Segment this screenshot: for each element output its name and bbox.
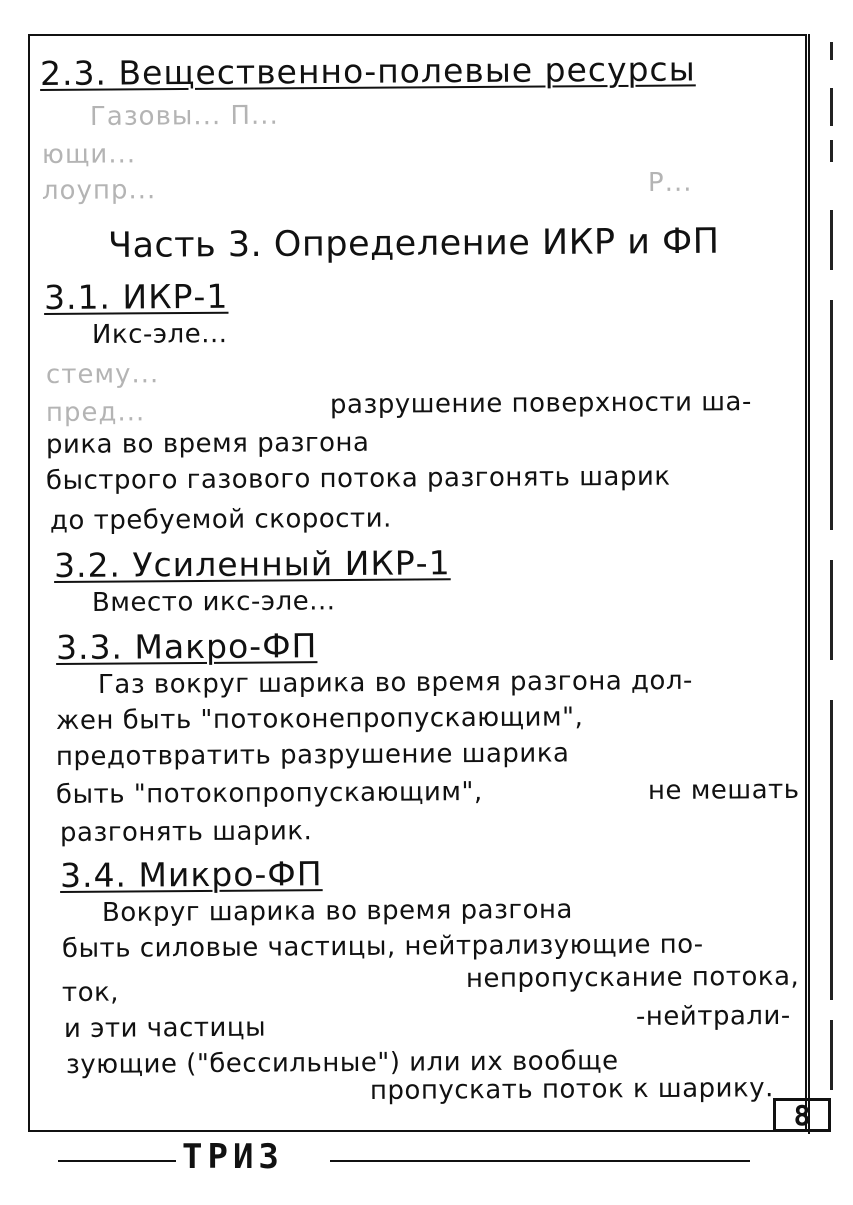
section-2-3-heading	[40, 49, 696, 93]
section-3-3-heading	[56, 626, 318, 667]
section-2-3-fragment: Р...	[647, 167, 693, 198]
section-3-3-line-4b: не мешать	[647, 774, 800, 806]
footer-logo: ТРИЗ	[182, 1137, 284, 1177]
section-3-4-heading	[60, 854, 323, 895]
section-3-1-line-3b: разрушение поверхности ша-	[329, 387, 752, 420]
section-2-3-line-2: ющи...	[41, 139, 137, 170]
edge-tick	[830, 1020, 833, 1090]
footer-rule-right	[330, 1160, 750, 1162]
section-3-1-line-3: пред...	[45, 397, 146, 428]
section-3-4-line-4: и эти частицы	[63, 1012, 267, 1044]
section-heading-text: 3.3. Макро-ФП	[55, 626, 318, 667]
footer-rule-left	[58, 1160, 176, 1162]
section-heading-text: 3.1. ИКР-1	[43, 276, 229, 317]
section-3-1-line-1: Икс-эле...	[91, 319, 228, 350]
section-3-1-line-5: быстрого газового потока разгонять шарик	[45, 461, 671, 496]
edge-tick	[830, 88, 833, 126]
part-3-title: Часть 3. Определение ИКР и ФП	[107, 221, 720, 266]
section-3-1-line-4: рика во время разгона	[45, 427, 370, 460]
section-heading-text: 3.2. Усиленный ИКР-1	[53, 543, 451, 585]
section-3-3-line-2: жен быть "потоконепропускающим",	[55, 702, 584, 736]
edge-tick	[830, 42, 833, 60]
page-number-badge: 8	[773, 1098, 831, 1132]
section-3-4-line-6: пропускать поток к шарику.	[369, 1073, 774, 1106]
section-3-4-line-5: зующие ("бессильные") или их вообще	[65, 1046, 619, 1080]
edge-tick	[830, 560, 833, 660]
edge-tick	[830, 300, 833, 530]
section-3-4-line-4b: -нейтрали-	[635, 1000, 791, 1032]
section-3-3-line-4: быть "потокопропускающим",	[55, 777, 483, 810]
edge-tick	[830, 700, 833, 1000]
section-3-3-line-1: Газ вокруг шарика во время разгона дол-	[97, 665, 693, 700]
section-3-2-heading	[54, 543, 451, 585]
section-3-4-line-1: Вокруг шарика во время разгона	[101, 894, 573, 928]
section-2-3-line-3: лоупр...	[41, 175, 157, 206]
section-3-1-heading	[44, 277, 229, 317]
section-3-2-line-1: Вместо икс-эле...	[91, 586, 336, 618]
section-3-1-line-2: стему...	[45, 359, 160, 390]
edge-tick	[830, 140, 833, 162]
section-3-4-line-2: быть силовые частицы, нейтрализующие по-	[61, 929, 704, 964]
section-3-3-line-3: предотвратить разрушение шарика	[55, 738, 570, 772]
section-3-1-line-6: до требуемой скорости.	[49, 503, 392, 536]
section-3-3-line-5: разгонять шарик.	[59, 816, 313, 848]
edge-tick	[830, 210, 833, 270]
section-heading-text: 2.3. Вещественно-полевые ресурсы	[39, 49, 696, 93]
section-2-3-line-1: Газовы... П...	[89, 100, 279, 132]
section-3-4-line-3b: непропускание потока,	[465, 961, 800, 994]
frame-right-edge	[808, 34, 810, 1134]
section-3-4-line-3: ток,	[61, 977, 120, 1008]
section-heading-text: 3.4. Микро-ФП	[59, 854, 323, 895]
